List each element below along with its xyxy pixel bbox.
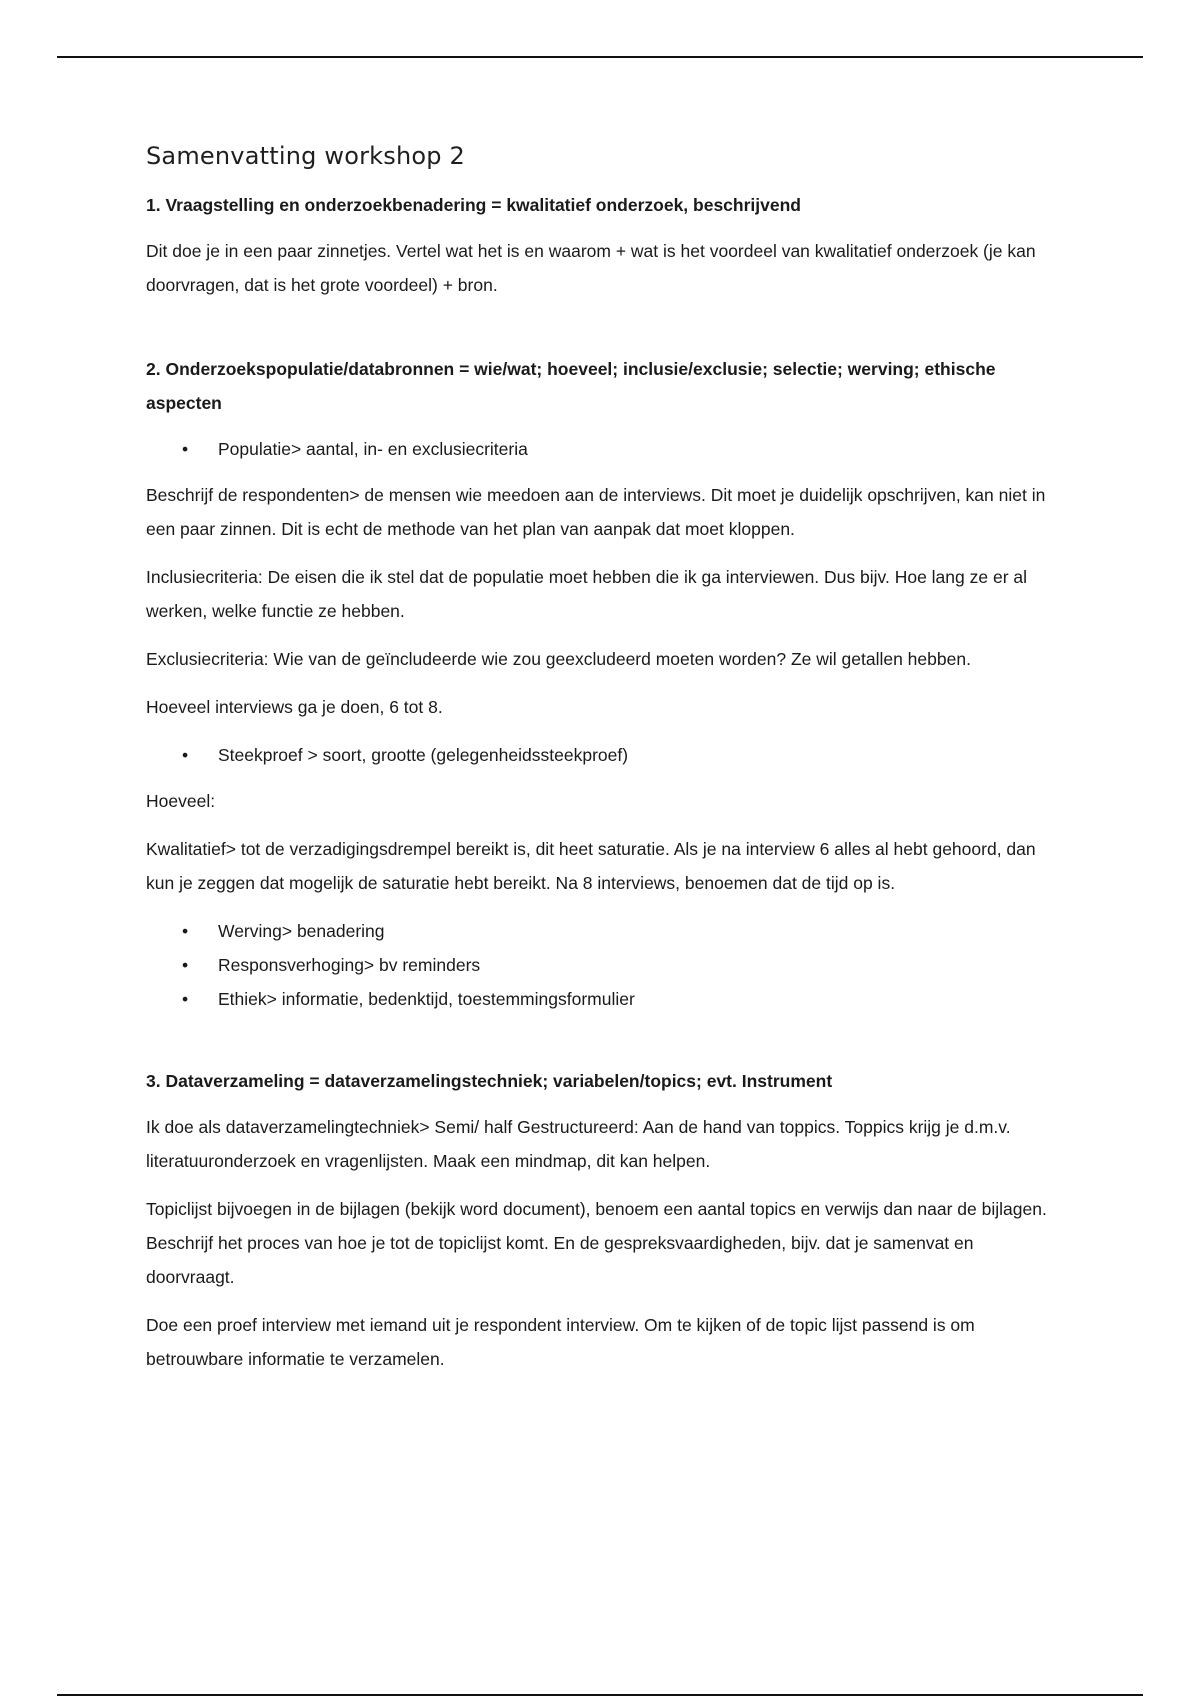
section-2-paragraph: Hoeveel interviews ga je doen, 6 tot 8. <box>146 697 443 717</box>
section-2-paragraph: Beschrijf de respondenten> de mensen wie meedoen aan de interviews. Dit moet je duidelijk opschrijven, kan niet in een paar zinnen. Dit is echt de methode van het plan van aanpak dat moet kloppen. <box>146 485 1046 539</box>
document-title: Samenvatting workshop 2 <box>146 142 465 170</box>
section-1-heading: 1. Vraagstelling en onderzoekbenadering = kwalitatief onderzoek, beschrijvend <box>146 195 801 215</box>
section-3-paragraph: Ik doe als dataverzamelingtechniek> Semi/ half Gestructureerd: Aan de hand van toppics. Toppics krijg je d.m.v. literatuuronderzoek en vragenlijsten. Maak een mindmap, dit kan helpen. <box>146 1117 1011 1171</box>
list-item: • Populatie> aantal, in- en exclusiecriteria <box>146 432 1066 466</box>
section-2-paragraph: Exclusiecriteria: Wie van de geïncludeerde wie zou geexcludeerd moeten worden? Ze wil getallen hebben. <box>146 649 971 669</box>
header-rule <box>57 56 1143 58</box>
section-2-paragraph: Hoeveel: <box>146 791 216 811</box>
list-item: • Ethiek> informatie, bedenktijd, toestemmingsformulier <box>146 982 1066 1016</box>
bullet-list <box>146 914 1066 1016</box>
bullet-icon: • <box>182 921 189 941</box>
section-3-paragraph: Topiclijst bijvoegen in de bijlagen (bekijk word document), benoem een aantal topics en verwijs dan naar de bijlagen. Beschrijf het proces van hoe je tot de topiclijst komt. En de gespreksvaardigheden, bijv. dat je samenvat en doorvraagt. <box>146 1199 1047 1287</box>
footer-rule <box>57 1694 1143 1696</box>
bullet-icon: • <box>182 989 189 1009</box>
bullet-list <box>146 738 1066 772</box>
section-2-heading: 2. Onderzoekspopulatie/databronnen = wie/wat; hoeveel; inclusie/exclusie; selectie; werving; ethische aspecten <box>146 359 996 413</box>
bullet-list <box>146 432 1066 466</box>
bullet-icon: • <box>182 955 189 975</box>
section-2-paragraph: Inclusiecriteria: De eisen die ik stel dat de populatie moet hebben die ik ga interviewen. Dus bijv. Hoe lang ze er al werken, welke functie ze hebben. <box>146 567 1027 621</box>
section-1-paragraph: Dit doe je in een paar zinnetjes. Vertel wat het is en waarom + wat is het voordeel van kwalitatief onderzoek (je kan doorvragen, dat is het grote voordeel) + bron. <box>146 241 1036 295</box>
document-page <box>146 142 1066 1390</box>
list-item: • Responsverhoging> bv reminders <box>146 948 1066 982</box>
list-item: • Steekproef > soort, grootte (gelegenheidssteekproef) <box>146 738 1066 772</box>
section-3-heading: 3. Dataverzameling = dataverzamelingstechniek; variabelen/topics; evt. Instrument <box>146 1071 833 1091</box>
list-item: • Werving> benadering <box>146 914 1066 948</box>
bullet-icon: • <box>182 745 189 765</box>
section-2-paragraph: Kwalitatief> tot de verzadigingsdrempel bereikt is, dit heet saturatie. Als je na interview 6 alles al hebt gehoord, dan kun je zeggen dat mogelijk de saturatie hebt bereikt. Na 8 interviews, benoemen dat de tijd op is. <box>146 839 1036 893</box>
section-3-paragraph: Doe een proef interview met iemand uit je respondent interview. Om te kijken of de topic lijst passend is om betrouwbare informatie te verzamelen. <box>146 1315 975 1369</box>
bullet-icon: • <box>182 439 189 459</box>
